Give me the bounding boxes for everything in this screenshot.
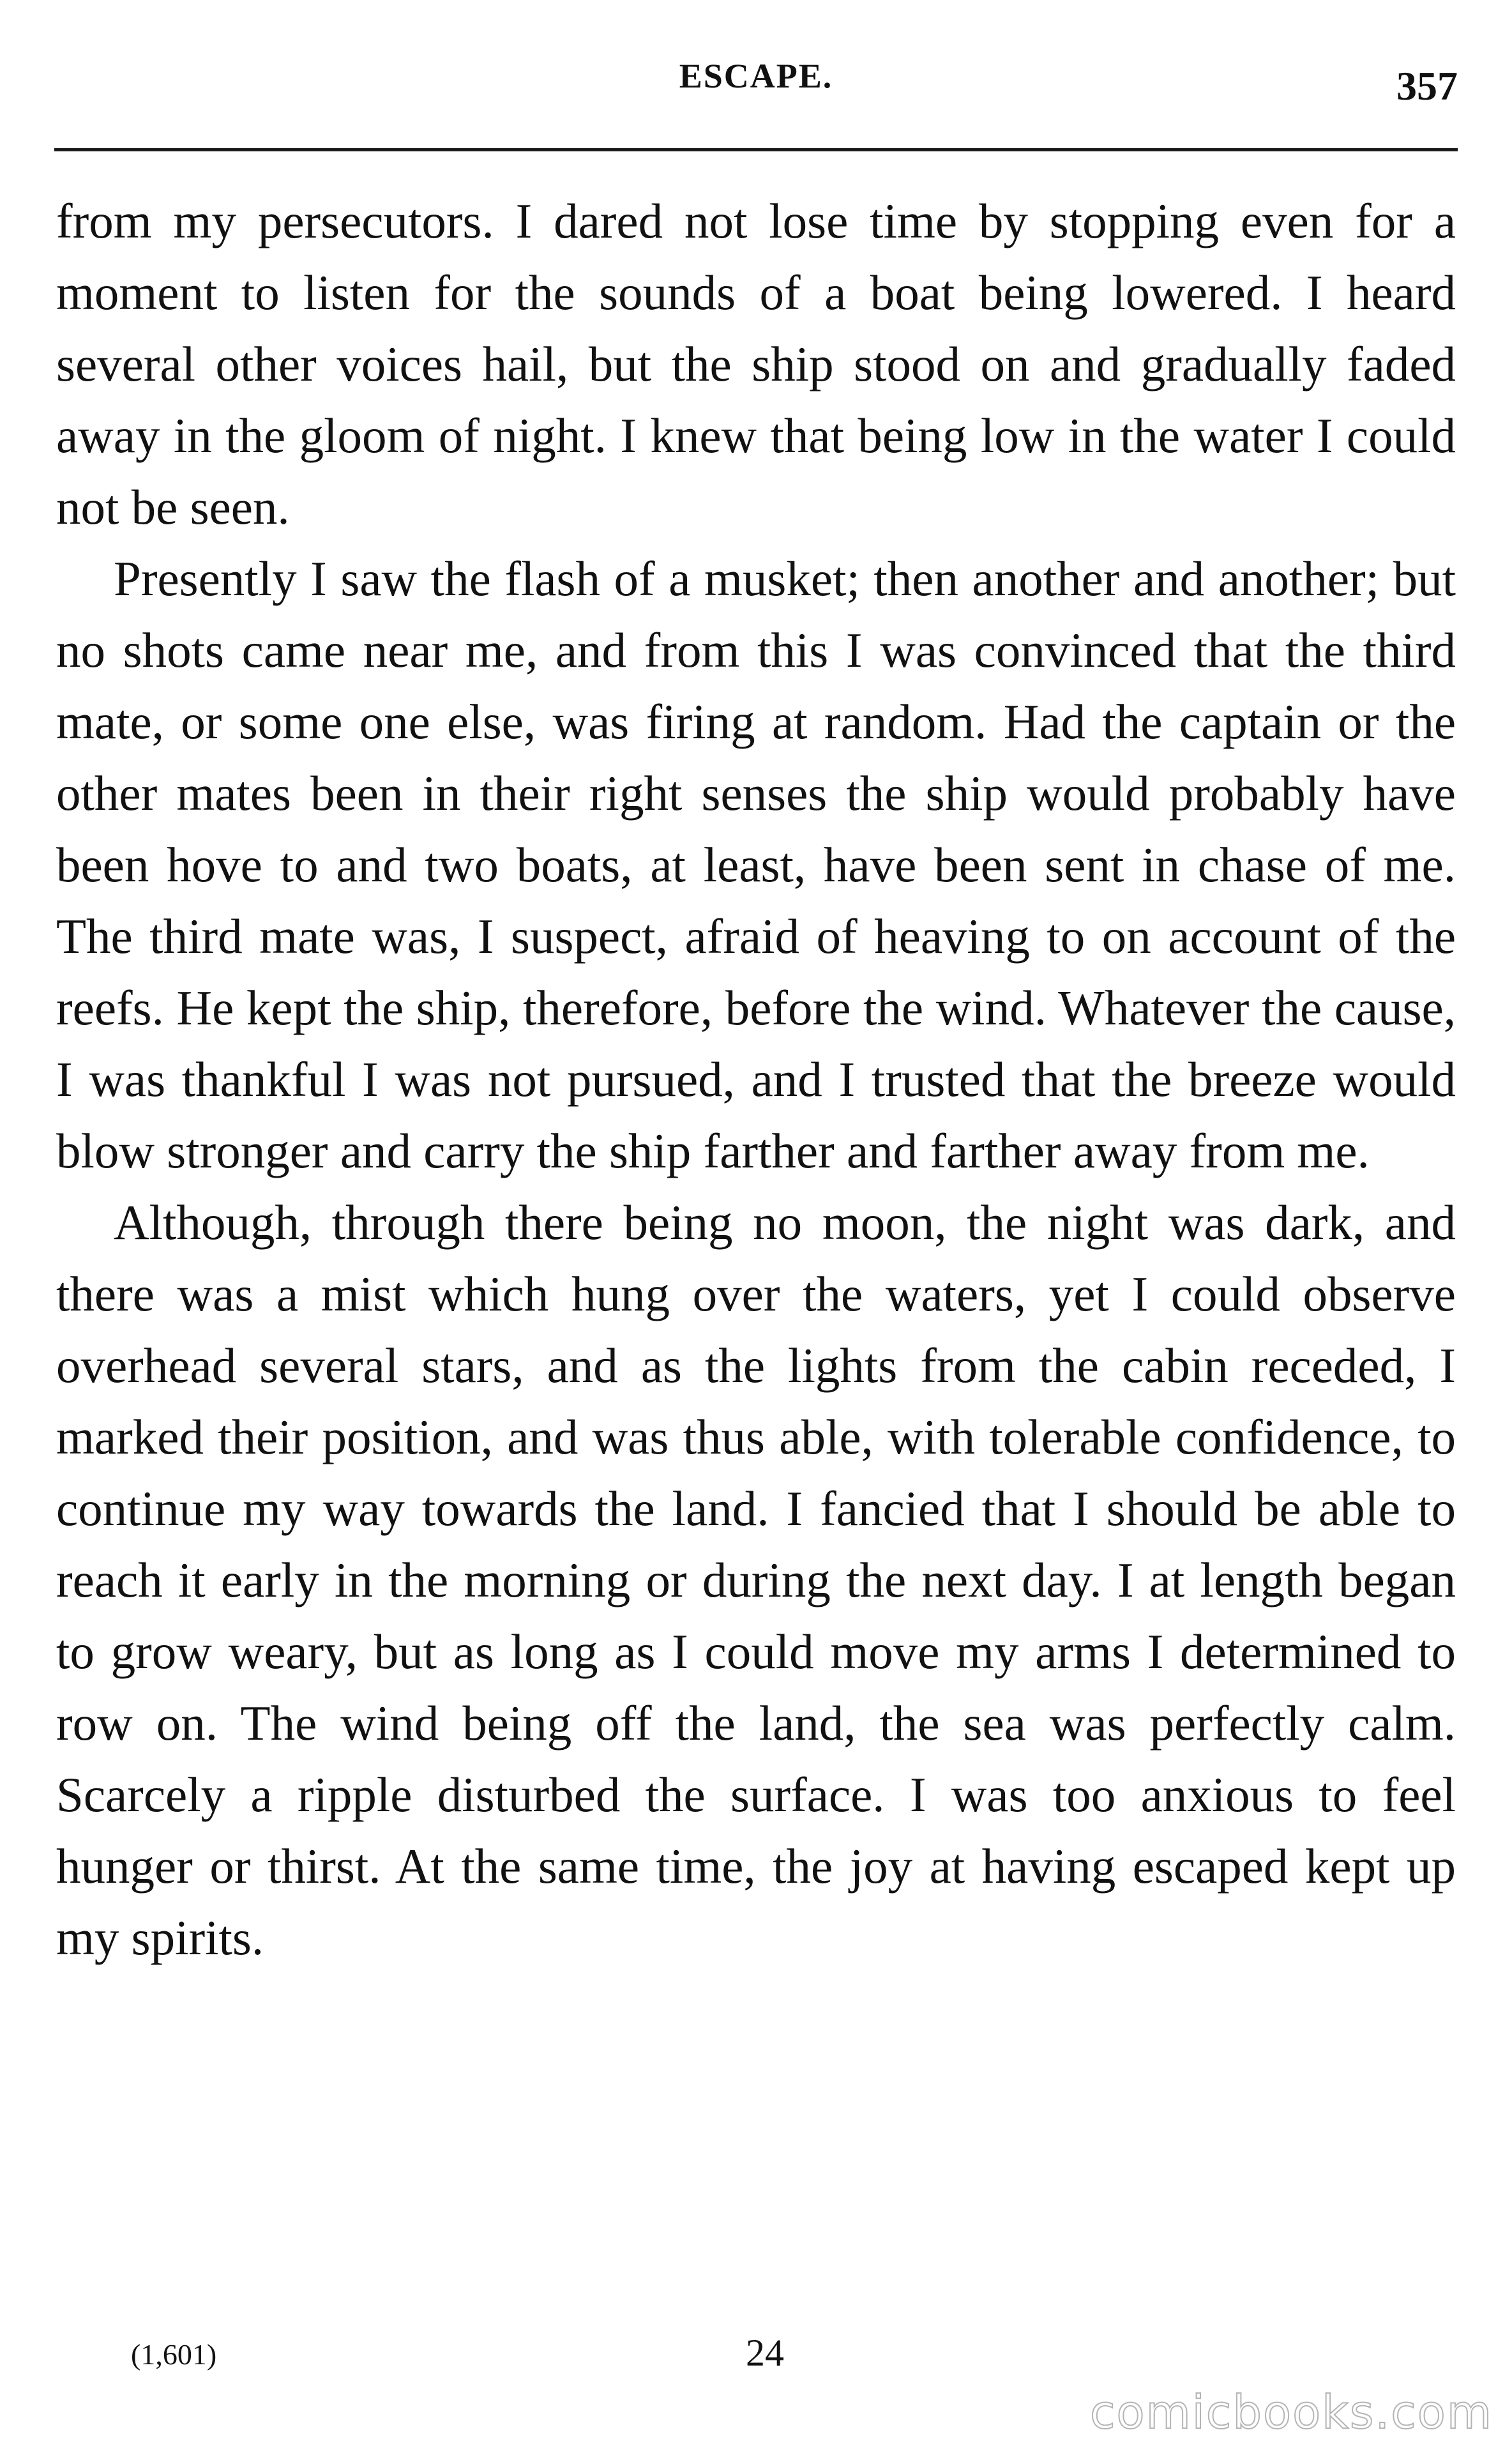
watermark: comicbooks.com: [1089, 2385, 1493, 2439]
page-number: 357: [1396, 63, 1458, 109]
body-text: [56, 185, 1456, 1973]
paragraph: Although, through there being no moon, the night was dark, and there was a mist which hung over the waters, yet I could observe overhead several stars, and as the lights from the cabin receded, I marked their position, and was thus able, with tolerable confidence, to continue my way towards the land. I fancied that I should be able to reach it early in the morning or during the next day. I at length began to grow weary, but as long as I could move my arms I determined to row on. The wind being off the land, the sea was perfectly calm. Scarcely a ripple disturbed the surface. I was too anxious to feel hunger or thirst. At the same time, the joy at having escaped kept up my spirits.: [56, 1195, 1456, 1965]
paragraph: Presently I saw the flash of a musket; then another and another; but no shots came near me, and from this I was convinced that the third mate, or some one else, was firing at random. Had the captain or the other mates been in their right senses the ship would probably have been hove to and two boats, at least, have been sent in chase of me. The third mate was, I suspect, afraid of heaving to on account of the reefs. He kept the ship, therefore, before the wind. Whatever the cause, I was thankful I was not pursued, and I trusted that the breeze would blow stronger and carry the ship farther and farther away from me.: [56, 551, 1456, 1178]
signature-number: 24: [746, 2332, 784, 2374]
printer-mark: (1,601): [131, 2338, 217, 2371]
header-rule: [54, 148, 1458, 151]
running-title: ESCAPE.: [679, 57, 833, 95]
paragraph-continued: from my persecutors. I dared not lose time by stopping even for a moment to listen for the sounds of a boat being lowered. I heard several other voices hail, but the ship stood on and gradually faded away in the gloom of night. I knew that being low in the water I could not be seen.: [56, 194, 1456, 535]
